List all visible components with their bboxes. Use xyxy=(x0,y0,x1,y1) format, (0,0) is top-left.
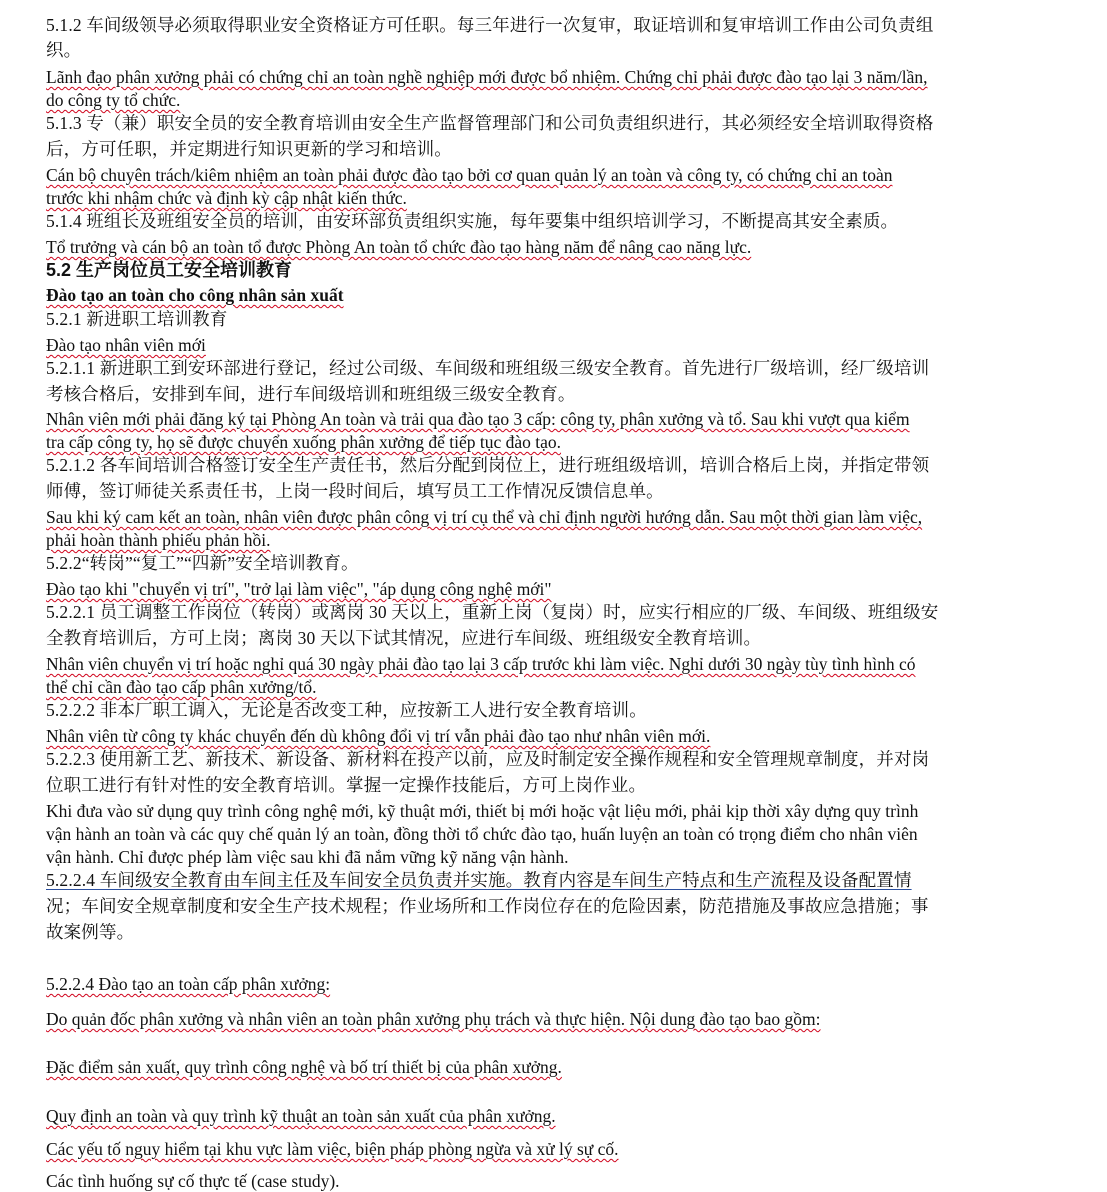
text-line: 全教育培训后，方可上岗；离岗 30 天以下试其情况，应进行车间级、班组级安全教育培训。 xyxy=(46,628,762,648)
text-line: 5.2.2.4 车间级安全教育由车间主任及车间安全员负责并实施。教育内容是车间生产特点和生产流程及设备配置情 xyxy=(46,870,912,890)
text-line: vận hành an toàn và các quy chế quản lý an toàn, đồng thời tổ chức đào tạo, huấn luyện an toàn có trọng điểm cho nhân viên xyxy=(46,824,918,844)
text-line: vận hành. Chỉ được phép làm việc sau khi đã nắm vững kỹ năng vận hành. xyxy=(46,847,569,867)
text-line: 5.1.3 专（兼）职安全员的安全教育培训由安全生产监督管理部门和公司负责组织进行，其必须经安全培训取得资格 xyxy=(46,113,934,133)
text-line: thể chỉ cần đào tạo cấp phân xưởng/tổ. xyxy=(46,677,317,697)
text-line: Tổ trưởng và cán bộ an toàn tổ được Phòng An toàn tổ chức đào tạo hàng năm để nâng cao năng lực. xyxy=(46,237,752,257)
subheading: Đào tạo an toàn cho công nhân sản xuất xyxy=(46,285,344,305)
text-line: 况；车间安全规章制度和安全生产技术规程；作业场所和工作岗位存在的危险因素，防范措施及事故应急措施；事 xyxy=(46,896,929,916)
text-line: Lãnh đạo phân xưởng phải có chứng chỉ an toàn nghề nghiệp mới được bổ nhiệm. Chứng chỉ phải được đào tạo lại 3 năm/lần, xyxy=(46,67,928,87)
text-line: 考核合格后，安排到车间，进行车间级培训和班组级三级安全教育。 xyxy=(46,384,576,404)
text-line: phải hoàn thành phiếu phản hồi. xyxy=(46,530,271,550)
text-line: Quy định an toàn và quy trình kỹ thuật an toàn sản xuất của phân xưởng. xyxy=(46,1106,556,1126)
text-line: 5.2.2.1 员工调整工作岗位（转岗）或离岗 30 天以上，重新上岗（复岗）时，应实行相应的厂级、车间级、班组级安 xyxy=(46,602,939,622)
text-line: Nhân viên mới phải đăng ký tại Phòng An toàn và trải qua đào tạo 3 cấp: công ty, phân xưởng và tổ. Sau khi vượt qua kiểm xyxy=(46,409,910,429)
text-line: 5.2.1 新进职工培训教育 xyxy=(46,309,228,329)
text-line: Khi đưa vào sử dụng quy trình công nghệ mới, kỹ thuật mới, thiết bị mới hoặc vật liệu mới, phải kịp thời xây dựng quy trình xyxy=(46,801,919,821)
text-line: Đào tạo nhân viên mới xyxy=(46,335,206,355)
text-line: 5.2.1.1 新进职工到安环部进行登记，经过公司级、车间级和班组级三级安全教育。首先进行厂级培训，经厂级培训 xyxy=(46,358,930,378)
text-line: Đặc điểm sản xuất, quy trình công nghệ và bố trí thiết bị của phân xưởng. xyxy=(46,1057,562,1077)
text-line: Do quản đốc phân xưởng và nhân viên an toàn phân xưởng phụ trách và thực hiện. Nội dung đào tạo bao gồm: xyxy=(46,1009,821,1029)
text-line: Nhân viên chuyển vị trí hoặc nghỉ quá 30 ngày phải đào tạo lại 3 cấp trước khi làm việc. Nghỉ dưới 30 ngày tùy tình hình có xyxy=(46,654,916,674)
text-line: tra cấp công ty, họ sẽ được chuyển xuống phân xưởng để tiếp tục đào tạo. xyxy=(46,432,562,452)
text-line: 师傅，签订师徒关系责任书，上岗一段时间后，填写员工工作情况反馈信息单。 xyxy=(46,481,664,501)
text-line: 后，方可任职，并定期进行知识更新的学习和培训。 xyxy=(46,139,452,159)
text-line: trước khi nhậm chức và định kỳ cập nhật kiến thức. xyxy=(46,188,407,208)
text-line: 5.2.2.2 非本厂职工调入，无论是否改变工种，应按新工人进行安全教育培训。 xyxy=(46,700,647,720)
text-line: 5.1.4 班组长及班组安全员的培训，由安环部负责组织实施，每年要集中组织培训学习，不断提高其安全素质。 xyxy=(46,211,899,231)
section-heading: 5.2 生产岗位员工安全培训教育 xyxy=(46,260,293,280)
text-line: 5.1.2 车间级领导必须取得职业安全资格证方可任职。每三年进行一次复审，取证培训和复审培训工作由公司负责组 xyxy=(46,15,934,35)
text-line: Cán bộ chuyên trách/kiêm nhiệm an toàn phải được đào tạo bởi cơ quan quản lý an toàn và công ty, có chứng chỉ an toàn xyxy=(46,165,893,185)
text-line: 位职工进行有针对性的安全教育培训。掌握一定操作技能后，方可上岗作业。 xyxy=(46,775,647,795)
text-line: 5.2.1.2 各车间培训合格签订安全生产责任书，然后分配到岗位上，进行班组级培训，培训合格后上岗，并指定带领 xyxy=(46,455,930,475)
text-line: 5.2.2.4 Đào tạo an toàn cấp phân xưởng: xyxy=(46,974,331,994)
text-line: Đào tạo khi "chuyển vị trí", "trở lại làm việc", "áp dụng công nghệ mới" xyxy=(46,579,552,599)
text-line: Nhân viên từ công ty khác chuyển đến dù không đổi vị trí vẫn phải đào tạo như nhân viên mới. xyxy=(46,726,711,746)
text-line: 5.2.2“转岗”“复工”“四新”安全培训教育。 xyxy=(46,553,359,573)
text-line: Các yếu tố nguy hiểm tại khu vực làm việc, biện pháp phòng ngừa và xử lý sự cố. xyxy=(46,1139,619,1159)
text-line-clipped: Các tình huống sự cố thực tế (case study). xyxy=(46,1171,340,1191)
text-line: do công ty tổ chức. xyxy=(46,90,181,110)
text-line: Sau khi ký cam kết an toàn, nhân viên được phân công vị trí cụ thể và chỉ định người hướng dẫn. Sau một thời gian làm việc, xyxy=(46,507,923,527)
text-line: 故案例等。 xyxy=(46,922,135,942)
text-line: 5.2.2.3 使用新工艺、新技术、新设备、新材料在投产以前，应及时制定安全操作规程和安全管理规章制度，并对岗 xyxy=(46,749,930,769)
text-line: 织。 xyxy=(46,40,82,60)
